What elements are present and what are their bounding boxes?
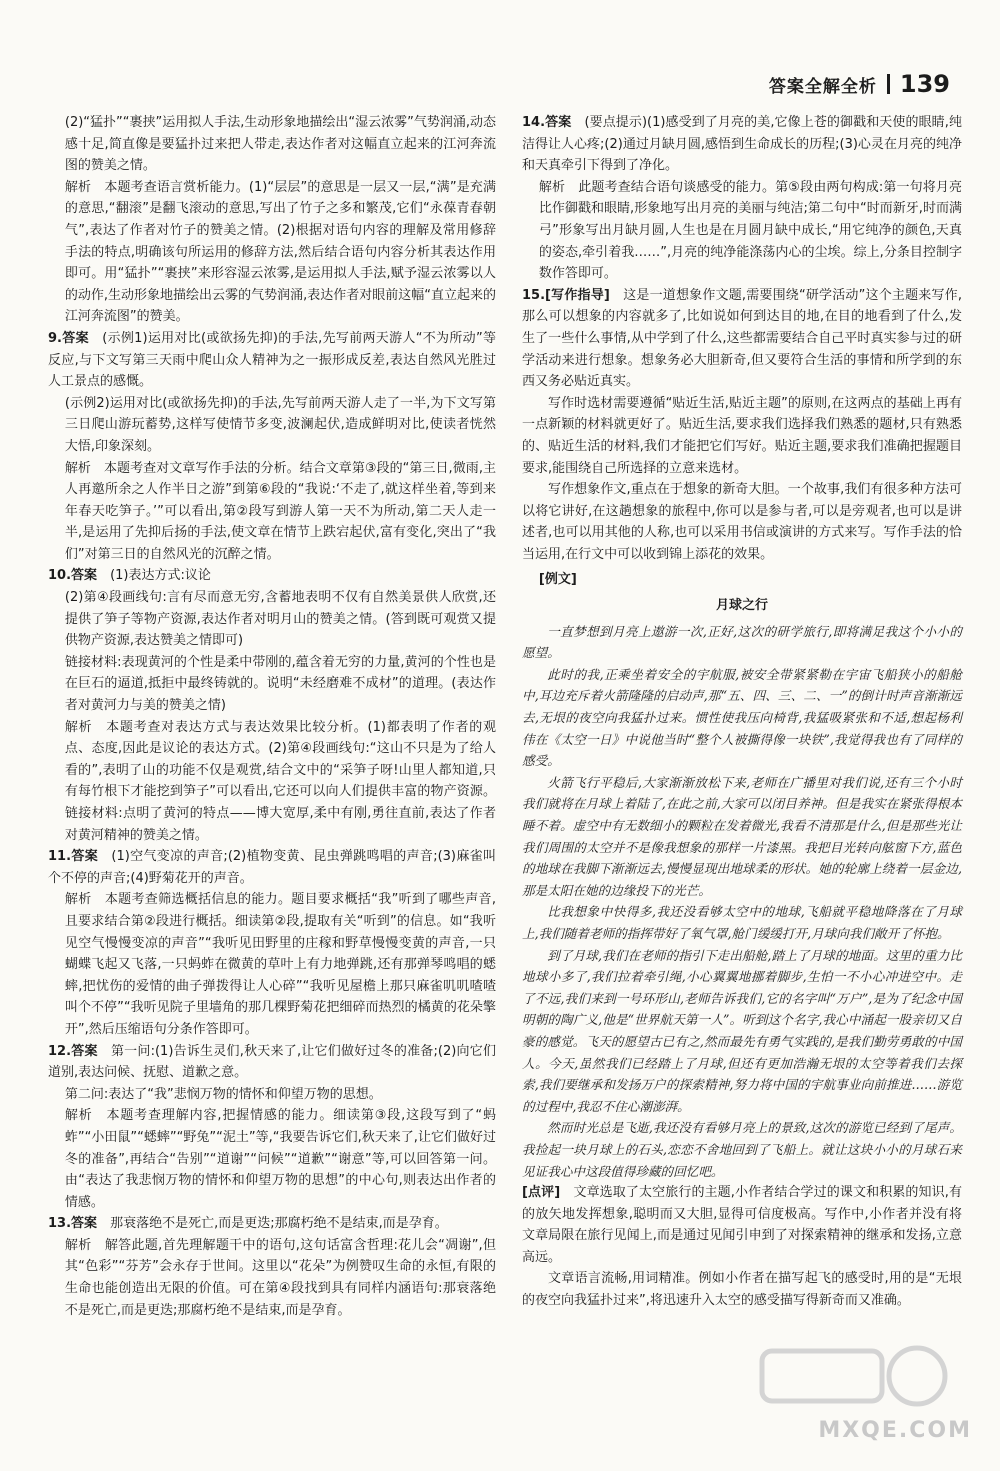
writing-guide-tag: [写作指导] bbox=[545, 287, 610, 303]
answer-12-part-2: 第二问:表达了“我”悲悯万物的情怀和仰望万物的思想。 bbox=[64, 1086, 382, 1102]
answer-tag: 答案 bbox=[545, 115, 572, 130]
answer-tag: 答案 bbox=[71, 568, 98, 584]
answer-tag: 答案 bbox=[71, 1043, 98, 1059]
answer-15 bbox=[522, 285, 962, 393]
analysis-13: 解析 解答此题,首先理解题干中的语句,这句话富含哲理:花儿会“凋谢”,但其“色彩”“芬芳”会永存于世间。这里以“花朵”为例赞叹生命的永恒,有限的生命也能创造出无限的价值。可在第④段找到具有同样内涵语句:那衰落绝不是死亡,而是更迭;那腐朽绝不是结束,而是孕育。 bbox=[64, 1237, 496, 1318]
answer-tag: 答案 bbox=[71, 849, 99, 865]
answer-tag: 答案 bbox=[61, 330, 89, 346]
question-number: 10. bbox=[48, 568, 72, 584]
essay-para-1: 一直梦想到月亮上遨游一次,正好,这次的研学旅行,即将满足我这个小小的愿望。 bbox=[522, 623, 962, 661]
answer-continuation: (2)“猛扑”“裹挟”运用拟人手法,生动形象地描绘出“湿云浓雾”气势润涌,动态感十足,简直像是要猛扑过来把人带走,表达作者对这幅直立起来的江河奔流图的赞美之情。 bbox=[64, 115, 496, 174]
analysis-8: 解析 本题考查语言赏析能力。(1)“层层”的意思是一层又一层,“满”是充满的意思,“翻滚”是翻飞滚动的意思,写出了竹子之多和繁茂,它们“永葆青春朝气”,表达了作者对竹子的赞美之情。(2)根据对语句内容的理解及常用修辞手法的特点,明确该句所运用的修辞方法,然后结合语句内容分析其表达作用即可。用“猛扑”“裹挟”来形容湿云浓雾,是运用拟人手法,赋予湿云浓雾以人的动作,生动形象地描绘出云雾的气势润涌,表达作者对眼前这幅“直立起来的江河奔流图”的赞美。 bbox=[64, 179, 496, 325]
writing-guide-para-2: 写作时选材需要遵循“贴近生活,贴近主题”的原则,在这两点的基础上再有一点新颖的材料就更好了。贴近生活,要求我们选择我们熟悉的题材,只有熟悉的、贴近生活的材料,我们才能把它们写好。贴近主题,要求我们准确把握题目要求,能围绕自己所选择的立意来选材。 bbox=[522, 395, 962, 476]
answer-tag: 答案 bbox=[71, 1216, 98, 1232]
essay-para-5: 到了月球,我们在老师的指引下走出船舱,踏上了月球的地面。这里的重力比地球小多了,我们拉着牵引绳,小心翼翼地挪着脚步,生怕一不小心冲进空中。走了不远,我们来到一号环形山,老师告诉我们,它的名字叫“万户”,是为了纪念中国明朝的陶广义,他是“世界航天第一人”。听到这个名字,我心中涌起一股亲切又自豪的感觉。飞天的愿望古已有之,然而最先有勇气实践的,是我们勤劳勇敢的中国人。今天,虽然我们已经踏上了月球,但还有更加浩瀚无垠的太空等着我们去探索,我们要继承和发扬万户的探索精神,努力将中国的宇航事业向前推进……游览的过程中,我忍不住心潮澎湃。 bbox=[522, 947, 962, 1114]
question-number: 11. bbox=[48, 849, 72, 865]
comment-tag: [点评] bbox=[522, 1185, 561, 1201]
watermark-logo-icon bbox=[752, 1341, 952, 1411]
sample-essay-title: 月球之行 bbox=[715, 598, 768, 614]
answer-12 bbox=[48, 1041, 496, 1084]
answer-text: (示例1)运用对比(或欲扬先抑)的手法,先写前两天游人“不为所动”等反应,与下文写第三天雨中爬山众人精神为之一振形成反差,表达自然风光胜过人工景点的感慨。 bbox=[48, 330, 496, 390]
question-number: 9. bbox=[48, 330, 62, 346]
answer-text: 那衰落绝不是死亡,而是更迭;那腐朽绝不是结束,而是孕育。 bbox=[110, 1216, 448, 1232]
analysis-11: 解析 本题考查筛选概括信息的能力。题目要求概括“我”听到了哪些声音,且要求结合第②段进行概括。细读第②段,提取有关“听到”的信息。如“我听见空气慢慢变凉的声音”“我听见田野里的庄稼和野草慢慢变黄的声音,一只蝴蝶飞起又飞落,一只蚂蚱在微黄的草叶上有力地弹跳,还有那弹琴鸣唱的蟋蟀,把忧伤的爱情的曲子弹拨得让人心碎”“我听见屋檐上那只麻雀叽叽喳喳叫个不停”“我听见院子里墙角的那几棵野菊花把细碎而热烈的橘黄的花朵擎开”,然后压缩语句分条作答即可。 bbox=[64, 892, 496, 1037]
analysis-14: 解析 此题考查结合语句谈感受的能力。第⑤段由两句构成:第一句将月亮比作御戳和眼睛,形象地写出月亮的美丽与纯洁;第二句中“时而新牙,时而满弓”形象写出月缺月圆,人生也是在月圆月缺中成长,“用它纯净的颜色,天真的姿态,牵引着我……”,月亮的纯净能涤荡内心的尘埃。综上,分条目控制字数作答即可。 bbox=[538, 179, 962, 282]
page-number: 139 bbox=[899, 70, 950, 98]
comment-para-2: 文章语言流畅,用词精准。例如小作者在描写起飞的感受时,用的是“无垠的夜空向我猛扑过来”,将迅速升入太空的感受描写得新奇而又准确。 bbox=[522, 1271, 962, 1309]
answer-14 bbox=[522, 112, 962, 177]
answer-text: 这是一道想象作文题,需要围绕“研学活动”这个主题来写作,那么可以想象的内容就多了,比如说如何到达目的地,在目的地看到了什么,发生了一些什么事情,从中学到了什么,这些都需要结合自己平时真实参与过的研学活动来进行想象。想象务必大胆新奇,但又要符合生活的事情和所学到的东西又务必贴近真实。 bbox=[522, 287, 962, 390]
question-number: 13. bbox=[48, 1216, 72, 1232]
answer-9-example-2: (示例2)运用对比(或欲扬先抑)的手法,先写前两天游人走了一半,为下文写第三日爬山游玩蓄势,这样写使情节多变,波澜起伏,造成鲜明对比,使读者恍然大悟,印象深刻。 bbox=[64, 395, 496, 454]
answer-10-part-2: (2)第④段画线句:言有尽而意无穷,含蓄地表明不仅有自然美景供人欣赏,还提供了笋子等物产资源,表达作者对明月山的赞美之情。(答到既可观赏又提供物产资源,表达赞美之情即可) bbox=[64, 590, 496, 649]
left-column bbox=[48, 112, 496, 1321]
answer-text: (要点提示)(1)感受到了月亮的美,它像上苍的御戳和天使的眼睛,纯洁得让人心疼;(2)通过月缺月圆,感悟到生命成长的历程;(3)心灵在月亮的纯净和天真牵引下得到了净化。 bbox=[522, 115, 962, 174]
header-divider bbox=[887, 74, 890, 94]
watermark-text: MXQE.COM bbox=[818, 1418, 972, 1443]
essay-para-4: 比我想象中快得多,我还没看够太空中的地球,飞船就平稳地降落在了月球上,我们随着老师的指挥带好了氧气罩,舱门缓缓打开,月球向我们敞开了怀抱。 bbox=[522, 904, 962, 941]
question-number: 14. bbox=[522, 115, 546, 130]
answer-13 bbox=[48, 1213, 496, 1235]
answer-10-link: 链接材料:表现黄河的个性是柔中带刚的,蕴含着无穷的力量,黄河的个性也是在巨石的逼道,抵拒中最终铸就的。说明“未经磨难不成材”的道理。(表达作者对黄河力与美的赞美之情) bbox=[64, 654, 496, 714]
comment-text: 文章选取了太空旅行的主题,小作者结合学过的课文和积累的知识,有的放矢地发挥想象,聪明而又大胆,显得可信度极高。写作中,小作者并没有将文章局限在旅行见闻上,而是通过见闻引申到了对探索精神的继承和发扬,立意高远。 bbox=[522, 1185, 962, 1265]
essay-para-6: 然而时光总是飞逝,我还没有看够月亮上的景致,这次的游览已经到了尾声。我捡起一块月球上的石头,恋恋不舍地回到了飞船上。就让这块小小的月球石来见证我心中这段值得珍藏的回忆吧。 bbox=[522, 1120, 962, 1179]
analysis-12: 解析 本题考查理解内容,把握情感的能力。细读第③段,这段写到了“蚂蚱”“小田鼠”“蟋蟀”“野兔”“泥土”等,“我要告诉它们,秋天来了,让它们做好过冬的准备”,再结合“告别”“道谢”“问候”“道歉”“谢意”等,可以回答第一问。由“表达了我悲悯万物的情怀和仰望万物的思想”的中心句,则表达出作者的情感。 bbox=[64, 1108, 496, 1210]
analysis-10: 解析 本题考查对表达方式与表达效果比较分析。(1)都表明了作者的观点、态度,因此是议论的表达方式。(2)第④段画线句:“这山不只是为了给人看的”,表明了山的功能不仅是观赏,结合文中的“采笋子呀!山里人都知道,只有每竹根下才能挖到笋子”可以看出,它还可以向人们提供丰富的物产资源。链接材料:点明了黄河的特点——博大宽厚,柔中有刚,勇往直前,表达了作者对黄河精神的赞美之情。 bbox=[64, 719, 496, 843]
answer-11 bbox=[48, 846, 496, 889]
essay-para-2: 此时的我,正乘坐着安全的宇航服,被安全带紧紧勒在宇宙飞船狭小的船舱中,耳边充斥着火箭隆隆的启动声,那“五、四、三、二、一”的倒计时声音渐渐远去,无垠的夜空向我猛扑过来。惯性使我压向椅背,我猛吸紧张和不适,想起杨利伟在《太空一日》中说他当时“整个人被撕得像一块铁”,我觉得我也有了同样的感受。 bbox=[522, 666, 962, 769]
sample-essay-tag: [例文] bbox=[538, 572, 577, 588]
right-column bbox=[522, 112, 962, 1312]
answer-9 bbox=[48, 328, 496, 393]
question-number: 15. bbox=[522, 287, 546, 303]
analysis-9: 解析 本题考查对文章写作手法的分析。结合文章第③段的“第三日,微雨,主人再邀所余之人作半日之游”到第⑥段的“我说:‘不走了,就这样坐着,等到来年春天吃笋子。’”可以看出,第②段写到游人第一天不为所动,第二天人走一半,是运用了先抑后扬的手法,使文章在情节上跌宕起伏,富有变化,突出了“我们”对第三日的自然风光的沉醉之情。 bbox=[64, 460, 496, 562]
section-title: 答案全解全析 bbox=[768, 76, 877, 97]
answer-10 bbox=[48, 565, 496, 587]
page-header bbox=[769, 70, 950, 98]
essay-para-3: 火箭飞行平稳后,大家渐渐放松下来,老师在广播里对我们说,还有三个小时我们就将在月球上着陆了,在此之前,大家可以闭目养神。但是我实在紧张得根本睡不着。虚空中有无数细小的颗粒在发着微光,我看不清那是什么,但是那些光让我们周围的太空并不是像我想象的那样一片漆黑。我把目光转向舷窗下方,蓝色的地球在我脚下渐渐远去,慢慢显现出地球柔的形状。她的轮廓上绕着一层金边,那是太阳在她的边缘投下的光芒。 bbox=[522, 774, 962, 898]
answer-text: (1)表达方式:议论 bbox=[110, 568, 211, 584]
answer-text: (1)空气变凉的声音;(2)植物变黄、昆虫弹跳鸣唱的声音;(3)麻雀叫个不停的声音;(4)野菊花开的声音。 bbox=[48, 849, 496, 886]
question-number: 12. bbox=[48, 1043, 72, 1059]
writing-guide-para-3: 写作想象作文,重点在于想象的新奇大胆。一个故事,我们有很多种方法可以将它讲好,在这趟想象的旅程中,你可以是参与者,可以是旁观者,也可以是讲述者,也可以用其他的人称,也可以采用书信或演讲的方式来写。写作手法的恰当运用,在行文中可以收到锦上添花的效果。 bbox=[522, 482, 962, 562]
comment bbox=[522, 1182, 962, 1268]
answer-text: 第一问:(1)告诉生灵们,秋天来了,让它们做好过冬的准备;(2)向它们道别,表达问候、抚慰、道歉之意。 bbox=[48, 1043, 496, 1081]
